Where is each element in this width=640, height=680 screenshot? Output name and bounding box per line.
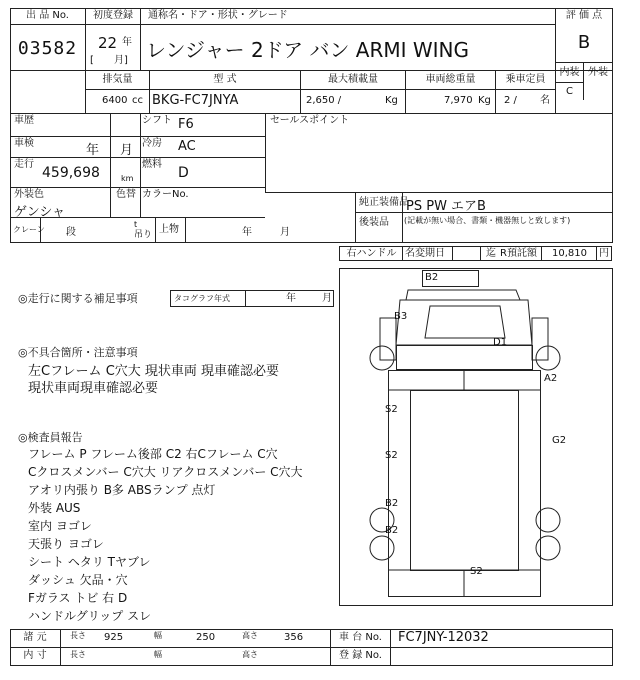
inspector-line: 室内 ヨゴレ (28, 519, 92, 533)
interior-grade: C (566, 86, 573, 97)
damage-mark: A2 (544, 373, 558, 384)
width-value: 250 (196, 632, 216, 643)
tacho-month: 月 (322, 293, 332, 304)
gross-weight-unit: Kg (478, 95, 491, 106)
overall-grade: B (577, 32, 591, 53)
vehicle-title: レンジャー 2ドア バン ARMI WING (146, 38, 470, 62)
capacity-label: 乗車定員 (505, 74, 546, 85)
inspector-line: ダッシュ 欠品・穴 (28, 573, 128, 587)
crane-label: クレーン (13, 225, 45, 234)
tacho-year: 年 (286, 293, 296, 304)
color-no-label: 色替 (116, 189, 136, 200)
chassis-number: FC7JNY-12032 (398, 630, 489, 645)
mileage-unit: km (121, 174, 134, 183)
mileage-label: 走行 (14, 159, 34, 170)
ac-value: AC (178, 139, 196, 154)
history-label: 車歴 (14, 115, 34, 126)
fuel-label: 燃料 (142, 159, 162, 170)
length-label: 長さ (70, 631, 86, 640)
capacity: 2 / (504, 95, 517, 106)
damage-mark: S2 (470, 566, 483, 577)
inspection-year: 年 (86, 143, 100, 158)
model-label: 型 式 (213, 74, 237, 85)
width-label: 幅 (154, 631, 162, 640)
damage-mark: S2 (385, 450, 398, 461)
deadline-label: 迄 (486, 248, 496, 259)
reg-no-label: 登 録 No. (339, 650, 382, 661)
grade-label: 評 価 点 (565, 10, 603, 21)
inner-height-label: 高さ (242, 650, 258, 659)
max-load-label: 最大積載量 (328, 74, 378, 85)
inner-label: 内 寸 (23, 650, 47, 661)
inspector-line: Cクロスメンバー C穴大 リアクロスメンバー C穴大 (28, 465, 303, 479)
top-month: 月 (280, 227, 290, 238)
color-code-label: カラーNo. (142, 189, 189, 200)
recycle-unit: 円 (599, 248, 609, 259)
max-load: 2,650 / (306, 95, 342, 106)
shift-value: F6 (178, 117, 194, 132)
gross-weight: 7,970 (444, 95, 473, 106)
inspector-line: Fガラス トビ 右 D (28, 591, 128, 605)
first-reg-year: 22 (98, 34, 118, 52)
displacement-unit: cc (132, 95, 143, 106)
inspector-line: 天張り ヨゴレ (28, 537, 104, 551)
inspector-line: アオリ内張り B多 ABSランプ 点灯 (28, 483, 216, 497)
running-notes-title: ◎走行に関する補足事項 (18, 292, 138, 305)
chassis-label: 車 台 No. (339, 632, 382, 643)
aftermarket-label: 後装品 (359, 217, 389, 228)
damage-mark: D1 (493, 337, 508, 348)
inspector-line: 外装 AUS (28, 501, 81, 515)
inspector-line: シート ヘタリ Tヤブレ (28, 555, 151, 569)
crane-hoist: 吊り (134, 230, 153, 240)
handle-side: 右ハンドル (346, 248, 397, 259)
damage-mark: B2 (385, 498, 399, 509)
displacement-label: 排気量 (102, 74, 133, 85)
inner-width-label: 幅 (154, 650, 162, 659)
inspection-label: 車検 (14, 138, 34, 149)
inspection-month: 月 (120, 143, 134, 158)
title-label: 通称名・ドア・形状・グレード (148, 10, 288, 21)
defect-line: 現状車両現車確認必要 (28, 381, 159, 396)
first-reg-label: 初度登録 (93, 10, 133, 21)
top-label: 上物 (159, 224, 179, 235)
capacity-unit: 名 (540, 95, 550, 106)
std-equipment: PS PW エアB (406, 199, 486, 214)
std-equipment-label: 純正装備品 (359, 197, 409, 208)
shift-label: シフト (142, 115, 172, 126)
damage-mark: S2 (385, 404, 398, 415)
damage-mark: B3 (394, 311, 408, 322)
month-open: [ (90, 55, 94, 66)
recycle-label: R預託額 (500, 248, 537, 259)
defect-line: 左Cフレーム C穴大 現状車両 現車確認必要 (28, 364, 280, 379)
lot-no: 03582 (17, 38, 78, 59)
height-label: 高さ (242, 631, 258, 640)
damage-mark: B2 (425, 272, 439, 283)
dims-label: 諸 元 (23, 632, 47, 643)
height-value: 356 (284, 632, 304, 643)
inspector-line: フレーム P フレーム後部 C2 右Cフレーム C穴 (28, 447, 278, 461)
max-load-unit: Kg (385, 95, 398, 106)
inspector-report-title: ◎検査員報告 (18, 431, 83, 444)
name-change-label: 名変期日 (405, 248, 445, 259)
year-unit: 年 (122, 37, 132, 48)
damage-mark: G2 (552, 435, 567, 446)
month-unit: 月] (114, 55, 128, 66)
fuel-value: D (178, 165, 189, 181)
tacho-label: タコグラフ年式 (174, 294, 230, 303)
defects-title: ◎不具合箇所・注意事項 (18, 346, 138, 359)
interior-label: 内装 (559, 67, 580, 78)
aftermarket-note: (記載が無い場合、書類・機器無しと致します) (404, 216, 571, 225)
gross-weight-label: 車両総重量 (425, 74, 476, 85)
displacement: 6400 (102, 95, 128, 106)
length-value: 925 (104, 632, 124, 643)
sales-point-label: セールスポイント (270, 115, 350, 126)
inspector-line: ハンドルグリップ スレ (28, 609, 152, 623)
damage-mark: B2 (385, 525, 399, 536)
color-value: ゲンシャ (14, 205, 66, 220)
crane-ton: t (134, 220, 138, 229)
color-label: 外装色 (14, 189, 44, 200)
ac-label: 冷房 (142, 138, 162, 149)
recycle-value: 10,810 (552, 248, 587, 259)
crane-stage: 段 (66, 227, 76, 238)
inner-length-label: 長さ (70, 650, 86, 659)
top-year: 年 (242, 227, 252, 238)
exterior-label: 外装 (588, 67, 608, 78)
model-code: BKG-FC7JNYA (152, 93, 239, 108)
lot-no-label: 出 品 No. (26, 10, 69, 21)
mileage: 459,698 (42, 165, 100, 181)
